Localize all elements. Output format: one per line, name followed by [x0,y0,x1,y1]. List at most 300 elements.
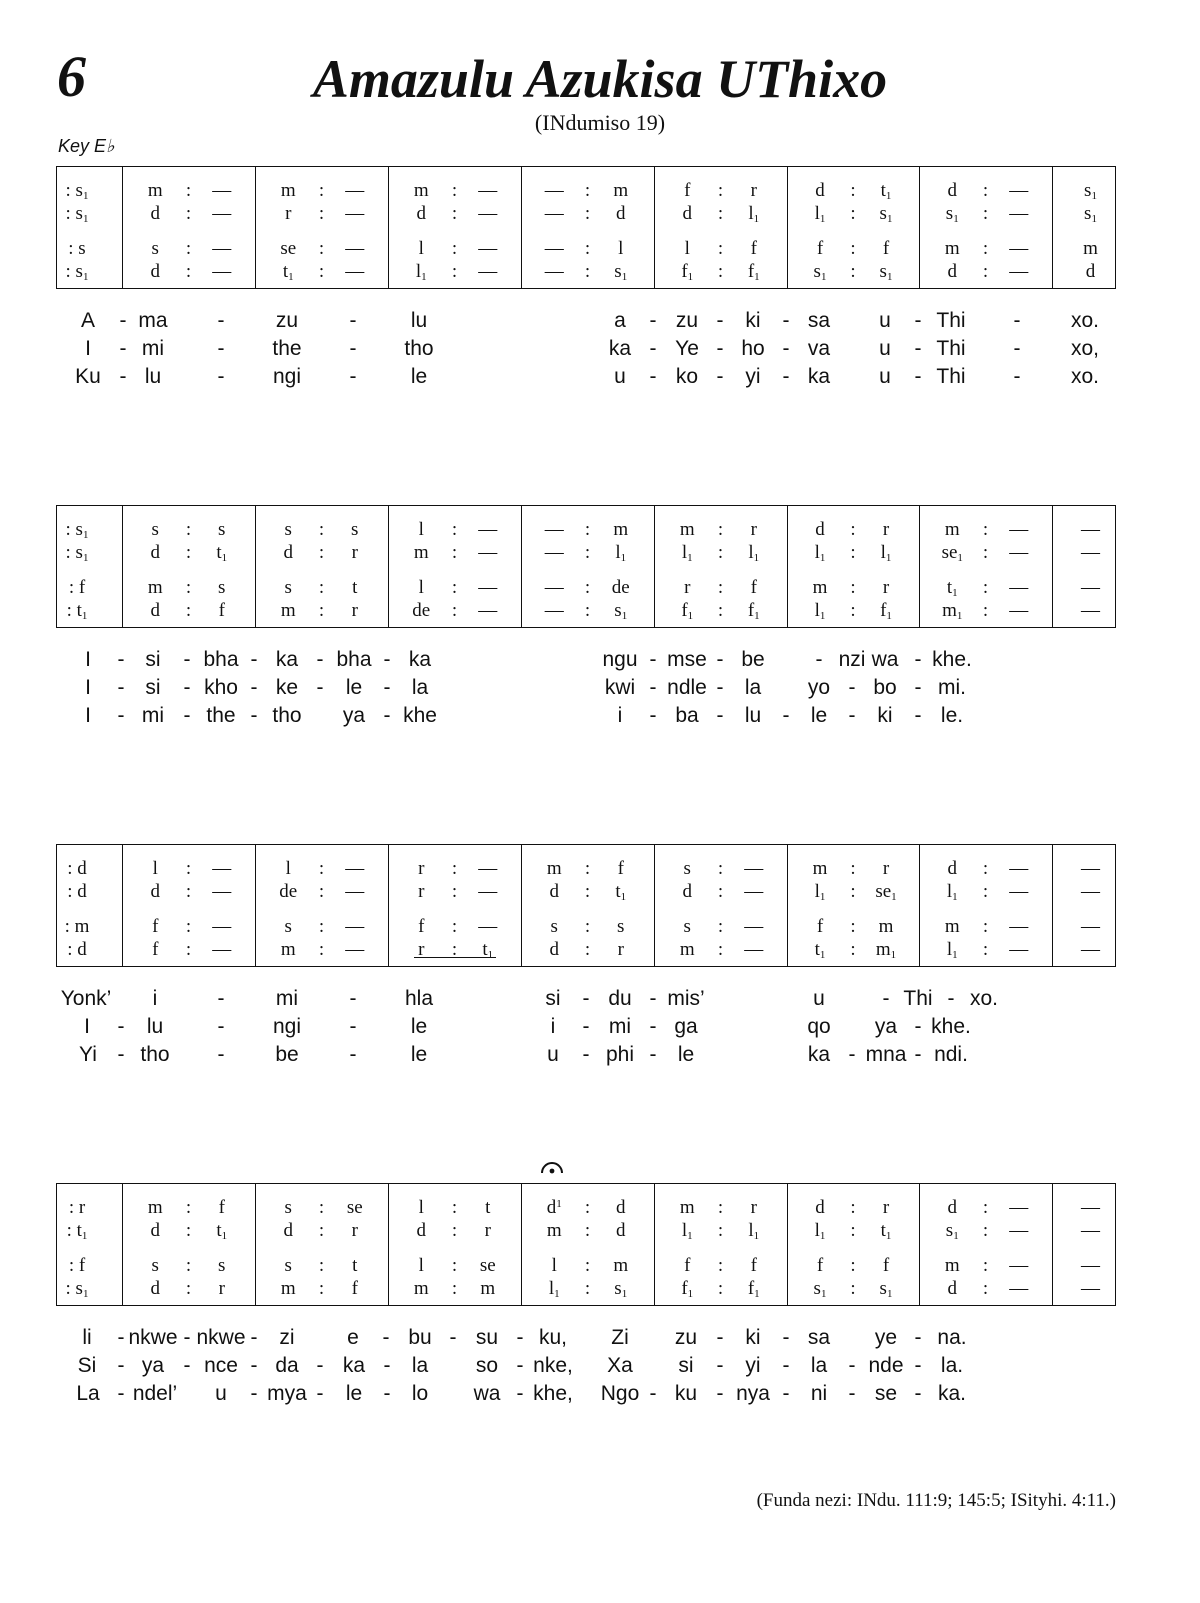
lyric-syllable: ya [874,1015,898,1038]
half-bar-line [787,1256,788,1270]
lyric-hyphen: - [382,1326,390,1349]
solfa-note: se [479,1255,496,1276]
beat-separator: : [451,1220,458,1241]
solfa-note: r [484,1220,491,1241]
bar-line [521,1184,522,1305]
lyric-hyphen: - [914,1354,922,1377]
solfa-note: f [750,577,757,598]
half-bar-line [787,578,788,592]
hymn-number: 6 [57,44,86,109]
solfa-note: r [882,1197,890,1218]
lyric-syllable: ku, [538,1326,568,1349]
beat-separator: : [850,1220,856,1241]
lyric-syllable: bu [408,1326,432,1349]
beat-separator: : [318,881,325,902]
bar-line [388,845,389,966]
lyric-hyphen: - [119,337,127,360]
solfa-note: $s_1$ [614,600,628,622]
beat-separator: : [717,1220,724,1241]
beat-separator: : [318,519,325,540]
solfa-note: — [744,881,764,902]
solfa-note: : $s_1$ [65,261,89,283]
solfa-note: s [550,916,558,937]
beat-separator: : [451,858,458,879]
beat-separator: : [982,577,989,598]
solfa-note: f [684,180,691,201]
solfa-note: $se_1$ [941,542,963,564]
solfa-note: : $s_1$ [65,203,89,225]
lyric-syllable: mis’ [667,987,705,1010]
bar-line [388,506,389,627]
beat-separator: : [584,939,591,960]
lyric-hyphen: - [914,704,922,727]
solfa-note: d [283,542,293,563]
beat-separator: : [717,203,724,224]
solfa-note: — [544,542,564,563]
lyric-syllable: wa [473,1382,501,1405]
solfa-note: d [947,180,957,201]
solfa-note: — [1009,858,1029,879]
lyric-hyphen: - [782,365,790,388]
lyric-hyphen: - [117,1043,125,1066]
lyric-syllable: Si [77,1354,97,1377]
lyric-syllable: xo. [1070,309,1100,332]
solfa-note: l [418,1197,424,1218]
beat-separator: : [717,939,724,960]
solfa-note: s [284,1255,292,1276]
solfa-note: r [882,577,890,598]
solfa-note: $s_1$ [614,261,628,283]
beat-separator: : [185,577,192,598]
lyric-syllable: mna [865,1043,907,1066]
beat-separator: : [850,881,856,902]
lyric-hyphen: - [649,704,657,727]
half-bar-line [787,181,788,195]
solfa-note: m [812,577,828,598]
lyric-hyphen: - [782,337,790,360]
bar-line [122,1184,123,1305]
bar-line [654,845,655,966]
lyric-syllable: zu [275,309,299,332]
lyric-hyphen: - [117,1326,125,1349]
solfa-note: — [478,542,498,563]
lyric-hyphen: - [914,1043,922,1066]
solfa-note: $t_1$ [216,542,228,564]
half-bar-line [255,1198,256,1212]
solfa-note: — [478,600,498,621]
lyric-hyphen: - [349,987,357,1010]
solfa-note: $s_1$ [879,261,893,283]
bar-line [1052,167,1053,288]
lyric-syllable: I [84,1015,90,1038]
beat-separator: : [717,238,724,259]
solfa-note: — [1009,203,1029,224]
beat-separator: : [850,1278,856,1299]
solfa-note: $l_1$ [946,939,958,961]
solfa-note: — [1081,1220,1100,1241]
lyric-syllable: tho [140,1043,170,1066]
lyric-hyphen: - [383,704,391,727]
lyric-hyphen: - [516,1326,524,1349]
solfa-note: f [882,238,890,259]
solfa-note: m [679,939,695,960]
beat-separator: : [717,1278,724,1299]
beat-separator: : [185,1255,192,1276]
lyric-syllable: a [614,309,626,332]
bar-line [919,506,920,627]
beat-separator: : [185,519,192,540]
staff-system-2 [56,505,1116,628]
beat-separator: : [451,203,458,224]
beat-separator: : [584,542,591,563]
lyric-syllable: le [810,704,828,727]
solfa-note: m [546,1220,562,1241]
lyric-syllable: khe. [931,1015,971,1038]
beat-separator: : [185,1197,192,1218]
solfa-note: m [613,1255,629,1276]
solfa-note: t [485,1197,491,1218]
solfa-note: — [1081,577,1100,598]
solfa-note: d [150,600,160,621]
solfa-note: m [280,939,296,960]
lyric-hyphen: - [316,1382,324,1405]
solfa-note: m [944,519,960,540]
lyric-hyphen: - [117,1015,125,1038]
lyric-hyphen: - [716,704,724,727]
solfa-note: m [413,542,429,563]
solfa-note: d [416,203,426,224]
lyric-syllable: Zi [611,1326,629,1349]
beat-separator: : [451,519,458,540]
lyric-hyphen: - [1013,309,1021,332]
solfa-note: — [212,238,232,259]
solfa-note: : $s_1$ [65,542,89,564]
solfa-note: s [151,1255,159,1276]
lyric-hyphen: - [516,1382,524,1405]
lyric-syllable: ya [141,1354,165,1377]
half-bar-line [787,859,788,873]
solfa-note: r [684,577,691,598]
lyric-syllable: I [85,337,91,360]
solfa-note: — [1081,542,1100,563]
beat-separator: : [451,881,458,902]
solfa-note: $t_1$ [615,881,627,903]
lyric-syllable: le. [940,704,964,727]
lyric-syllable: A [80,309,96,332]
lyric-hyphen: - [316,676,324,699]
beat-separator: : [982,1278,989,1299]
solfa-note: d [815,1197,825,1218]
scripture-reference: (Funda nezi: INdu. 111:9; 145:5; ISityhi. 4:11.) [756,1490,1116,1511]
beat-separator: : [850,542,856,563]
beat-separator: : [982,203,989,224]
lyric-syllable: ka. [937,1382,967,1405]
solfa-note: — [212,858,232,879]
bar-line [521,167,522,288]
solfa-note: — [544,238,564,259]
lyric-syllable: nkwe [196,1326,246,1349]
lyric-hyphen: - [117,648,125,671]
lyric-hyphen: - [217,987,225,1010]
beat-separator: : [451,600,458,621]
half-bar-line [654,239,655,253]
hymn-title: Amazulu Azukisa UThixo [312,49,888,109]
lyric-hyphen: - [782,309,790,332]
solfa-note: d [815,180,825,201]
lyric-syllable: ka [275,648,299,671]
solfa-note: — [1081,939,1100,960]
solfa-note: d [947,261,957,282]
hymn-subtitle: (INdumiso 19) [534,110,666,135]
solfa-note: — [1081,1255,1100,1276]
lyric-hyphen: - [183,676,191,699]
beat-separator: : [318,238,325,259]
lyric-syllable: ni [810,1382,828,1405]
solfa-note: de [611,577,630,598]
bar-line [521,845,522,966]
lyric-hyphen: - [649,1382,657,1405]
solfa-note: $m_1$ [942,600,963,622]
solfa-note: d [682,881,692,902]
solfa-note: : d [67,939,87,960]
lyric-hyphen: - [349,365,357,388]
lyric-syllable: u [813,987,825,1010]
lyric-syllable: ga [674,1015,698,1038]
lyric-hyphen: - [649,676,657,699]
solfa-note: $f_1$ [681,1278,694,1300]
lyric-syllable: u [879,309,891,332]
solfa-note: — [478,180,498,201]
solfa-note: — [212,881,232,902]
beat-separator: : [451,1255,458,1276]
lyric-syllable: lu [146,1015,164,1038]
lyric-syllable: si [145,648,161,671]
bar-line [654,506,655,627]
solfa-note: $se_1$ [875,881,897,903]
solfa-note: — [1009,1220,1029,1241]
solfa-note: m [613,180,629,201]
solfa-note: d [947,858,957,879]
beat-separator: : [318,600,325,621]
lyric-syllable: tho [272,704,302,727]
beat-separator: : [185,261,192,282]
solfa-note: — [345,916,365,937]
lyric-syllable: le [345,1382,363,1405]
lyric-hyphen: - [649,648,657,671]
beat-separator: : [850,939,856,960]
lyric-syllable: tho [404,337,434,360]
solfa-note: $l_1$ [748,1220,760,1242]
lyric-hyphen: - [119,309,127,332]
solfa-note: — [544,180,564,201]
solfa-note: $l_1$ [681,1220,693,1242]
solfa-note: s [218,519,226,540]
solfa-note: — [212,180,232,201]
beat-separator: : [584,1255,591,1276]
lyric-hyphen: - [349,337,357,360]
lyric-hyphen: - [582,1043,590,1066]
lyric-syllable: khe [403,704,437,727]
solfa-note: de [412,600,431,621]
solfa-note: l [152,858,158,879]
solfa-note: se [346,1197,363,1218]
beat-separator: : [717,600,724,621]
lyric-syllable: nkwe [128,1326,178,1349]
lyric-syllable: ka [408,648,432,671]
solfa-note: — [1009,519,1029,540]
solfa-note: $l_1$ [748,203,760,225]
beat-separator: : [850,916,856,937]
solfa-note: s [617,916,625,937]
solfa-note: $s_1$ [879,203,893,225]
bar-line [122,506,123,627]
slur-underline [414,957,496,958]
solfa-note: s [683,858,691,879]
lyric-hyphen: - [183,1354,191,1377]
solfa-note: $l_1$ [814,881,826,903]
beat-separator: : [982,881,989,902]
lyric-syllable: u [215,1382,227,1405]
bar-line [122,845,123,966]
beat-separator: : [850,600,856,621]
solfa-note: m [413,1278,429,1299]
solfa-note: — [1081,858,1100,879]
beat-separator: : [717,519,724,540]
beat-separator: : [584,600,591,621]
lyric-hyphen: - [649,987,657,1010]
solfa-note: r [351,542,358,563]
solfa-note: — [1081,1278,1100,1299]
solfa-note: f [418,916,425,937]
solfa-note: : $s_1$ [65,519,89,541]
beat-separator: : [982,519,989,540]
solfa-note: r [750,519,757,540]
lyric-syllable: nzi [838,648,866,671]
lyric-syllable: so [475,1354,499,1377]
lyric-hyphen: - [217,337,225,360]
solfa-note: — [345,238,365,259]
lyric-syllable: ya [342,704,366,727]
beat-separator: : [451,916,458,937]
beat-separator: : [717,1255,724,1276]
lyric-hyphen: - [716,1326,724,1349]
lyric-syllable: mi [275,987,299,1010]
lyric-hyphen: - [914,648,922,671]
lyric-syllable: ndi. [934,1043,968,1066]
beat-separator: : [584,1220,591,1241]
solfa-note: m [147,1197,163,1218]
solfa-note: f [750,238,757,259]
solfa-note: $s_1$ [945,203,959,225]
solfa-note: s [218,1255,226,1276]
solfa-note: : $s_1$ [65,1278,89,1300]
lyric-hyphen: - [914,1326,922,1349]
beat-separator: : [185,180,192,201]
lyric-hyphen: - [649,337,657,360]
beat-separator: : [850,577,856,598]
lyric-syllable: si [545,987,561,1010]
solfa-note: $s_1$ [1084,180,1097,202]
solfa-note: $l_1$ [548,1278,560,1300]
solfa-note: — [478,238,498,259]
solfa-note: — [478,858,498,879]
lyric-syllable: nke, [533,1354,573,1377]
solfa-note: d [150,203,160,224]
solfa-note: $s_1$ [1084,203,1097,225]
half-bar-line [255,1256,256,1270]
solfa-note: f [152,916,159,937]
lyric-syllable: nya [736,1382,770,1405]
lyric-syllable: na. [937,1326,967,1349]
bar-line [1052,1184,1053,1305]
lyric-syllable: yo [807,676,831,699]
lyric-syllable: nde [868,1354,904,1377]
solfa-note: — [345,881,365,902]
solfa-note: : $t_1$ [66,1220,88,1242]
solfa-note: $f_1$ [747,1278,760,1300]
lyric-hyphen: - [815,648,823,671]
lyric-syllable: la [411,676,429,699]
lyric-syllable: mya [267,1382,307,1405]
lyric-hyphen: - [914,337,922,360]
lyric-syllable: sa [807,1326,831,1349]
solfa-note: $l_1$ [814,600,826,622]
beat-separator: : [584,577,591,598]
lyric-syllable: mi [608,1015,632,1038]
beat-separator: : [451,238,458,259]
solfa-note: f [816,1255,824,1276]
solfa-note: — [478,203,498,224]
solfa-note: $t_1$ [282,261,294,283]
solfa-note: $f_1$ [681,261,694,283]
solfa-note: m [280,600,296,621]
solfa-note: l [618,238,624,259]
solfa-note: m [944,916,960,937]
lyric-syllable: ba [675,704,699,727]
beat-separator: : [185,881,192,902]
solfa-note: — [1009,881,1029,902]
half-bar-line [654,181,655,195]
lyric-syllable: khe, [533,1382,573,1405]
lyric-hyphen: - [183,704,191,727]
lyric-hyphen: - [217,309,225,332]
solfa-note: : f [68,1255,86,1276]
solfa-note: — [544,203,564,224]
solfa-note: d [549,881,559,902]
solfa-note: — [345,261,365,282]
lyric-hyphen: - [947,987,955,1010]
lyric-syllable: ndle [667,676,707,699]
lyric-hyphen: - [449,1326,457,1349]
solfa-note: $l_1$ [814,203,826,225]
beat-separator: : [982,542,989,563]
beat-separator: : [717,881,724,902]
solfa-note: d [1085,261,1096,282]
lyric-syllable: ka [342,1354,366,1377]
beat-separator: : [850,1255,856,1276]
lyric-syllable: qo [807,1015,831,1038]
beat-separator: : [982,916,989,937]
solfa-note: — [1009,1255,1029,1276]
beat-separator: : [982,1220,989,1241]
lyric-syllable: da [275,1354,299,1377]
solfa-note: : r [68,1197,86,1218]
solfa-note: m [944,238,960,259]
lyric-syllable: va [807,337,831,360]
solfa-note: — [1009,261,1029,282]
beat-separator: : [717,180,724,201]
solfa-note: m [546,858,562,879]
